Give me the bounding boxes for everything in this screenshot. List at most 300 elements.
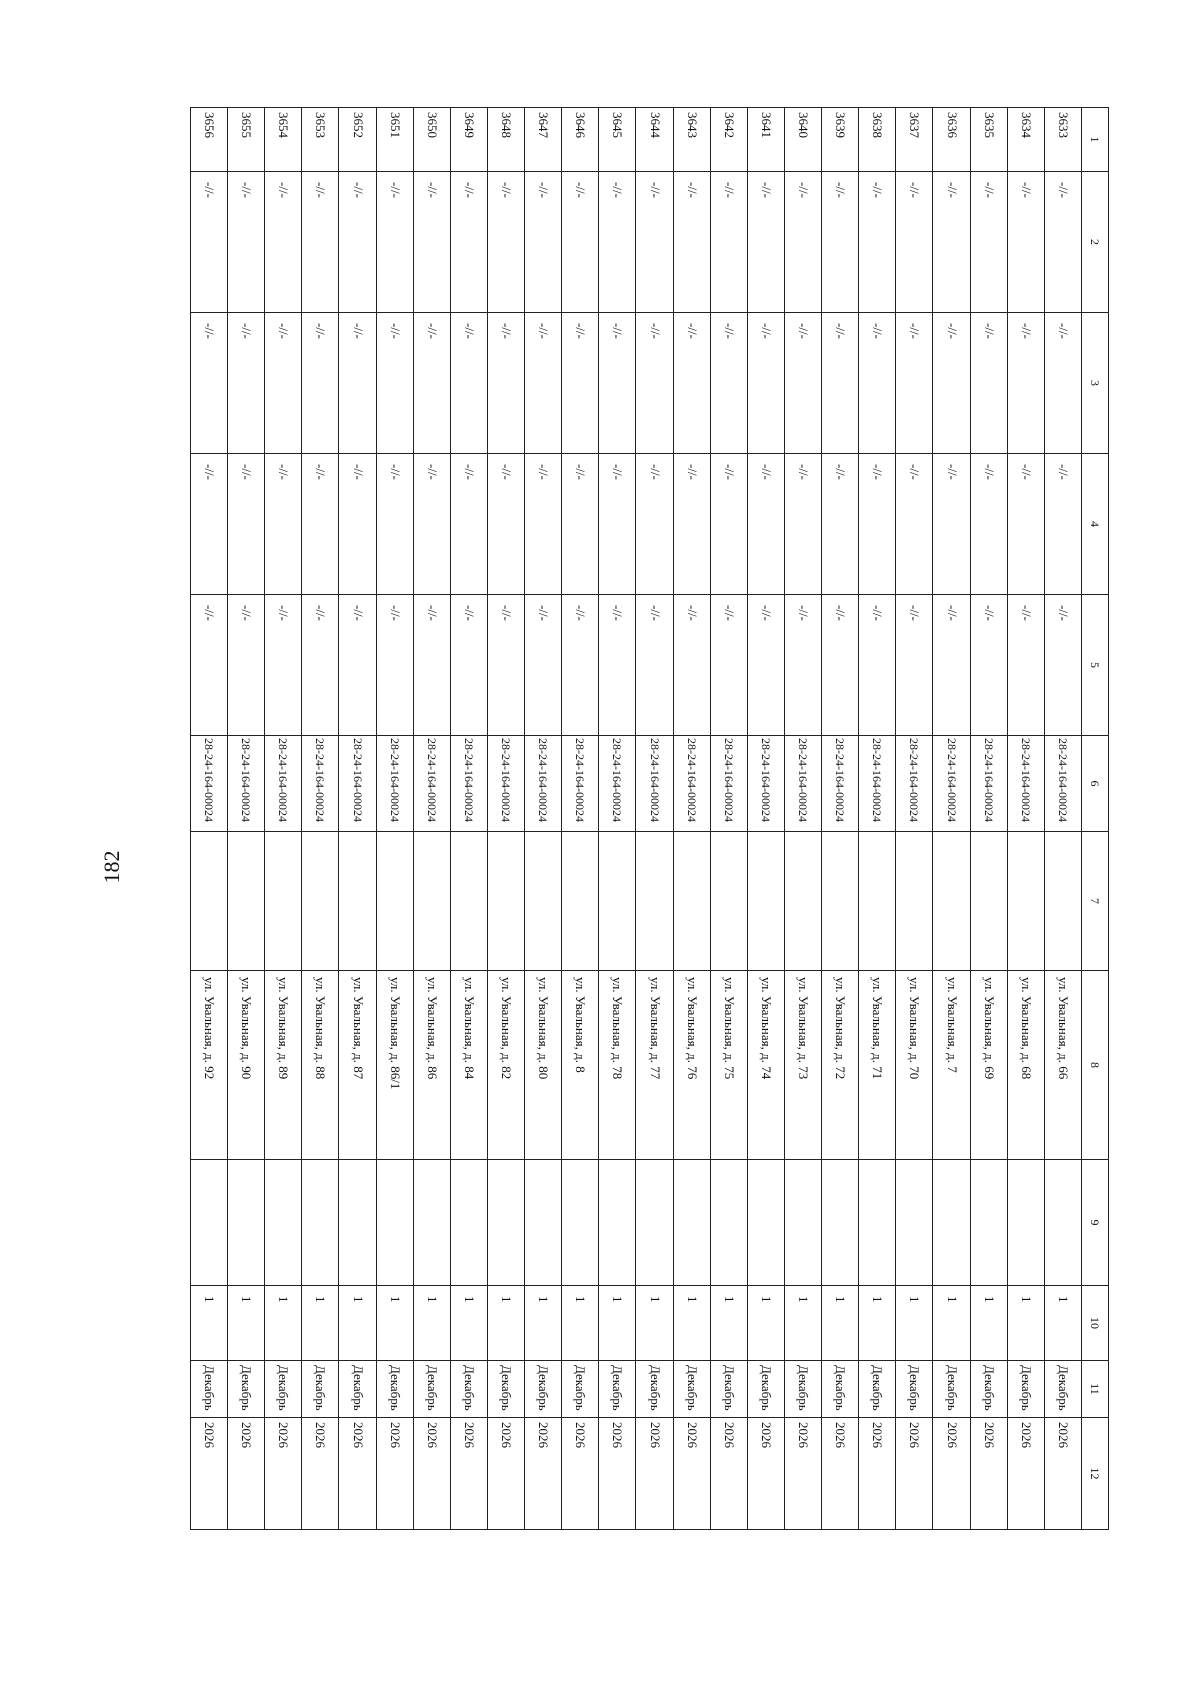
col4-cell: -//- [710, 454, 747, 595]
quantity-cell: 1 [710, 1286, 747, 1361]
col5-cell: -//- [413, 595, 450, 736]
address-cell: ул. Увальная, д. 8 [562, 971, 599, 1160]
address-cell: ул. Увальная, д. 7 [933, 971, 970, 1160]
col9-cell [859, 1160, 896, 1286]
col2-cell: -//- [376, 172, 413, 313]
quantity-cell: 1 [376, 1286, 413, 1361]
table-row [191, 108, 228, 1530]
column-header-4: 4 [1082, 454, 1109, 595]
col2-cell: -//- [599, 172, 636, 313]
address-cell: ул. Увальная, д. 89 [265, 971, 302, 1160]
col3-cell: -//- [265, 313, 302, 454]
quantity-cell: 1 [450, 1286, 487, 1361]
col9-cell [562, 1160, 599, 1286]
col7-cell [636, 832, 673, 971]
col9-cell [1007, 1160, 1044, 1286]
quantity-cell: 1 [339, 1286, 376, 1361]
month-cell: Декабрь [1044, 1361, 1081, 1418]
quantity-cell: 1 [525, 1286, 562, 1361]
address-cell: ул. Увальная, д. 70 [896, 971, 933, 1160]
table-row [896, 108, 933, 1530]
col9-cell [1044, 1160, 1081, 1286]
col2-cell: -//- [1007, 172, 1044, 313]
col7-cell [525, 832, 562, 971]
col4-cell: -//- [302, 454, 339, 595]
table-row [376, 108, 413, 1530]
quantity-cell: 1 [228, 1286, 265, 1361]
col7-cell [822, 832, 859, 971]
table-row [1044, 108, 1081, 1530]
table-row [822, 108, 859, 1530]
code-cell: 28-24-164-00024 [562, 736, 599, 832]
address-cell: ул. Увальная, д. 86/1 [376, 971, 413, 1160]
col5-cell: -//- [710, 595, 747, 736]
quantity-cell: 1 [265, 1286, 302, 1361]
page-number: 182 [99, 850, 124, 884]
col7-cell [339, 832, 376, 971]
row-number-cell: 3638 [859, 108, 896, 172]
col4-cell: -//- [562, 454, 599, 595]
col4-cell: -//- [525, 454, 562, 595]
row-number-cell: 3648 [488, 108, 525, 172]
month-cell: Декабрь [896, 1361, 933, 1418]
col5-cell: -//- [785, 595, 822, 736]
code-cell: 28-24-164-00024 [1044, 736, 1081, 832]
address-cell: ул. Увальная, д. 75 [710, 971, 747, 1160]
col9-cell [525, 1160, 562, 1286]
address-cell: ул. Увальная, д. 77 [636, 971, 673, 1160]
table-row [785, 108, 822, 1530]
col2-cell: -//- [488, 172, 525, 313]
year-cell: 2026 [747, 1418, 784, 1530]
table-row [302, 108, 339, 1530]
col4-cell: -//- [822, 454, 859, 595]
row-number-cell: 3650 [413, 108, 450, 172]
address-cell: ул. Увальная, д. 88 [302, 971, 339, 1160]
year-cell: 2026 [302, 1418, 339, 1530]
table-row [673, 108, 710, 1530]
table-row [599, 108, 636, 1530]
quantity-cell: 1 [636, 1286, 673, 1361]
year-cell: 2026 [933, 1418, 970, 1530]
col2-cell: -//- [413, 172, 450, 313]
col5-cell: -//- [562, 595, 599, 736]
table-row [265, 108, 302, 1530]
col9-cell [636, 1160, 673, 1286]
quantity-cell: 1 [599, 1286, 636, 1361]
address-cell: ул. Увальная, д. 87 [339, 971, 376, 1160]
month-cell: Декабрь [413, 1361, 450, 1418]
col3-cell: -//- [710, 313, 747, 454]
col7-cell [488, 832, 525, 971]
table-row [933, 108, 970, 1530]
year-cell: 2026 [896, 1418, 933, 1530]
year-cell: 2026 [599, 1418, 636, 1530]
address-cell: ул. Увальная, д. 82 [488, 971, 525, 1160]
col2-cell: -//- [1044, 172, 1081, 313]
year-cell: 2026 [562, 1418, 599, 1530]
month-cell: Декабрь [673, 1361, 710, 1418]
col5-cell: -//- [450, 595, 487, 736]
col4-cell: -//- [636, 454, 673, 595]
col5-cell: -//- [191, 595, 228, 736]
code-cell: 28-24-164-00024 [228, 736, 265, 832]
col9-cell [673, 1160, 710, 1286]
col7-cell [228, 832, 265, 971]
col5-cell: -//- [673, 595, 710, 736]
col3-cell: -//- [599, 313, 636, 454]
code-cell: 28-24-164-00024 [636, 736, 673, 832]
quantity-cell: 1 [413, 1286, 450, 1361]
col7-cell [896, 832, 933, 971]
col3-cell: -//- [673, 313, 710, 454]
col5-cell: -//- [970, 595, 1007, 736]
address-cell: ул. Увальная, д. 66 [1044, 971, 1081, 1160]
col4-cell: -//- [1007, 454, 1044, 595]
code-cell: 28-24-164-00024 [265, 736, 302, 832]
month-cell: Декабрь [785, 1361, 822, 1418]
col3-cell: -//- [450, 313, 487, 454]
row-number-cell: 3641 [747, 108, 784, 172]
col5-cell: -//- [339, 595, 376, 736]
address-cell: ул. Увальная, д. 74 [747, 971, 784, 1160]
col9-cell [191, 1160, 228, 1286]
code-cell: 28-24-164-00024 [747, 736, 784, 832]
quantity-cell: 1 [302, 1286, 339, 1361]
row-number-cell: 3639 [822, 108, 859, 172]
col9-cell [302, 1160, 339, 1286]
col9-cell [896, 1160, 933, 1286]
address-cell: ул. Увальная, д. 80 [525, 971, 562, 1160]
row-number-cell: 3652 [339, 108, 376, 172]
col9-cell [599, 1160, 636, 1286]
table-row [859, 108, 896, 1530]
code-cell: 28-24-164-00024 [302, 736, 339, 832]
col2-cell: -//- [970, 172, 1007, 313]
quantity-cell: 1 [191, 1286, 228, 1361]
col7-cell [376, 832, 413, 971]
month-cell: Декабрь [302, 1361, 339, 1418]
col7-cell [859, 832, 896, 971]
col2-cell: -//- [673, 172, 710, 313]
col9-cell [970, 1160, 1007, 1286]
col5-cell: -//- [1044, 595, 1081, 736]
col5-cell: -//- [228, 595, 265, 736]
address-cell: ул. Увальная, д. 86 [413, 971, 450, 1160]
col4-cell: -//- [228, 454, 265, 595]
row-number-cell: 3637 [896, 108, 933, 172]
col5-cell: -//- [822, 595, 859, 736]
year-cell: 2026 [636, 1418, 673, 1530]
col9-cell [785, 1160, 822, 1286]
quantity-cell: 1 [859, 1286, 896, 1361]
code-cell: 28-24-164-00024 [710, 736, 747, 832]
col2-cell: -//- [562, 172, 599, 313]
schedule-table-container [190, 107, 1109, 1529]
col7-cell [302, 832, 339, 971]
row-number-cell: 3634 [1007, 108, 1044, 172]
col3-cell: -//- [822, 313, 859, 454]
col4-cell: -//- [970, 454, 1007, 595]
col3-cell: -//- [228, 313, 265, 454]
col5-cell: -//- [488, 595, 525, 736]
col3-cell: -//- [413, 313, 450, 454]
address-cell: ул. Увальная, д. 92 [191, 971, 228, 1160]
row-number-cell: 3655 [228, 108, 265, 172]
column-header-12: 12 [1082, 1418, 1109, 1530]
col5-cell: -//- [1007, 595, 1044, 736]
col2-cell: -//- [822, 172, 859, 313]
code-cell: 28-24-164-00024 [822, 736, 859, 832]
col9-cell [488, 1160, 525, 1286]
col3-cell: -//- [933, 313, 970, 454]
year-cell: 2026 [191, 1418, 228, 1530]
month-cell: Декабрь [933, 1361, 970, 1418]
column-header-7: 7 [1082, 832, 1109, 971]
address-cell: ул. Увальная, д. 72 [822, 971, 859, 1160]
col4-cell: -//- [896, 454, 933, 595]
table-row [562, 108, 599, 1530]
table-body [191, 108, 1082, 1530]
row-number-cell: 3645 [599, 108, 636, 172]
table-row [970, 108, 1007, 1530]
code-cell: 28-24-164-00024 [970, 736, 1007, 832]
year-cell: 2026 [710, 1418, 747, 1530]
col5-cell: -//- [747, 595, 784, 736]
code-cell: 28-24-164-00024 [859, 736, 896, 832]
year-cell: 2026 [339, 1418, 376, 1530]
table-row [228, 108, 265, 1530]
quantity-cell: 1 [933, 1286, 970, 1361]
row-number-cell: 3642 [710, 108, 747, 172]
col2-cell: -//- [191, 172, 228, 313]
schedule-table [190, 107, 1109, 1530]
col2-cell: -//- [785, 172, 822, 313]
quantity-cell: 1 [822, 1286, 859, 1361]
month-cell: Декабрь [376, 1361, 413, 1418]
year-cell: 2026 [450, 1418, 487, 1530]
col9-cell [228, 1160, 265, 1286]
row-number-cell: 3653 [302, 108, 339, 172]
col2-cell: -//- [747, 172, 784, 313]
column-header-3: 3 [1082, 313, 1109, 454]
col7-cell [1044, 832, 1081, 971]
col7-cell [970, 832, 1007, 971]
quantity-cell: 1 [747, 1286, 784, 1361]
col2-cell: -//- [933, 172, 970, 313]
col7-cell [710, 832, 747, 971]
address-cell: ул. Увальная, д. 73 [785, 971, 822, 1160]
column-header-5: 5 [1082, 595, 1109, 736]
address-cell: ул. Увальная, д. 84 [450, 971, 487, 1160]
row-number-cell: 3646 [562, 108, 599, 172]
col7-cell [1007, 832, 1044, 971]
col7-cell [450, 832, 487, 971]
col7-cell [933, 832, 970, 971]
address-cell: ул. Увальная, д. 69 [970, 971, 1007, 1160]
col9-cell [710, 1160, 747, 1286]
col9-cell [450, 1160, 487, 1286]
address-cell: ул. Увальная, д. 78 [599, 971, 636, 1160]
col4-cell: -//- [191, 454, 228, 595]
month-cell: Декабрь [265, 1361, 302, 1418]
col2-cell: -//- [228, 172, 265, 313]
code-cell: 28-24-164-00024 [191, 736, 228, 832]
month-cell: Декабрь [710, 1361, 747, 1418]
year-cell: 2026 [413, 1418, 450, 1530]
year-cell: 2026 [525, 1418, 562, 1530]
year-cell: 2026 [970, 1418, 1007, 1530]
table-row [636, 108, 673, 1530]
year-cell: 2026 [859, 1418, 896, 1530]
quantity-cell: 1 [1007, 1286, 1044, 1361]
col7-cell [265, 832, 302, 971]
col2-cell: -//- [450, 172, 487, 313]
table-row [339, 108, 376, 1530]
col7-cell [599, 832, 636, 971]
col4-cell: -//- [376, 454, 413, 595]
col4-cell: -//- [747, 454, 784, 595]
column-header-11: 11 [1082, 1361, 1109, 1418]
col2-cell: -//- [710, 172, 747, 313]
col7-cell [562, 832, 599, 971]
quantity-cell: 1 [562, 1286, 599, 1361]
year-cell: 2026 [785, 1418, 822, 1530]
address-cell: ул. Увальная, д. 90 [228, 971, 265, 1160]
col5-cell: -//- [265, 595, 302, 736]
col4-cell: -//- [265, 454, 302, 595]
col4-cell: -//- [673, 454, 710, 595]
col7-cell [747, 832, 784, 971]
column-header-1: 1 [1082, 108, 1109, 172]
code-cell: 28-24-164-00024 [599, 736, 636, 832]
col5-cell: -//- [599, 595, 636, 736]
column-header-10: 10 [1082, 1286, 1109, 1361]
col5-cell: -//- [933, 595, 970, 736]
row-number-cell: 3644 [636, 108, 673, 172]
col3-cell: -//- [191, 313, 228, 454]
year-cell: 2026 [1007, 1418, 1044, 1530]
col3-cell: -//- [896, 313, 933, 454]
column-header-9: 9 [1082, 1160, 1109, 1286]
quantity-cell: 1 [488, 1286, 525, 1361]
row-number-cell: 3656 [191, 108, 228, 172]
col3-cell: -//- [376, 313, 413, 454]
col2-cell: -//- [896, 172, 933, 313]
table-row [413, 108, 450, 1530]
month-cell: Декабрь [191, 1361, 228, 1418]
code-cell: 28-24-164-00024 [896, 736, 933, 832]
col3-cell: -//- [302, 313, 339, 454]
row-number-cell: 3633 [1044, 108, 1081, 172]
col9-cell [376, 1160, 413, 1286]
address-cell: ул. Увальная, д. 71 [859, 971, 896, 1160]
code-cell: 28-24-164-00024 [339, 736, 376, 832]
col3-cell: -//- [970, 313, 1007, 454]
col7-cell [413, 832, 450, 971]
month-cell: Декабрь [488, 1361, 525, 1418]
year-cell: 2026 [673, 1418, 710, 1530]
col5-cell: -//- [896, 595, 933, 736]
month-cell: Декабрь [822, 1361, 859, 1418]
col3-cell: -//- [1044, 313, 1081, 454]
month-cell: Декабрь [339, 1361, 376, 1418]
month-cell: Декабрь [525, 1361, 562, 1418]
col5-cell: -//- [525, 595, 562, 736]
col2-cell: -//- [525, 172, 562, 313]
year-cell: 2026 [376, 1418, 413, 1530]
month-cell: Декабрь [450, 1361, 487, 1418]
month-cell: Декабрь [636, 1361, 673, 1418]
table-row [450, 108, 487, 1530]
col2-cell: -//- [302, 172, 339, 313]
table-row [525, 108, 562, 1530]
year-cell: 2026 [488, 1418, 525, 1530]
address-cell: ул. Увальная, д. 76 [673, 971, 710, 1160]
code-cell: 28-24-164-00024 [673, 736, 710, 832]
col5-cell: -//- [859, 595, 896, 736]
code-cell: 28-24-164-00024 [933, 736, 970, 832]
col7-cell [673, 832, 710, 971]
table-row [710, 108, 747, 1530]
col2-cell: -//- [859, 172, 896, 313]
header-row [1082, 108, 1109, 1530]
month-cell: Декабрь [228, 1361, 265, 1418]
col9-cell [413, 1160, 450, 1286]
row-number-cell: 3651 [376, 108, 413, 172]
col3-cell: -//- [1007, 313, 1044, 454]
code-cell: 28-24-164-00024 [376, 736, 413, 832]
col4-cell: -//- [339, 454, 376, 595]
row-number-cell: 3636 [933, 108, 970, 172]
quantity-cell: 1 [1044, 1286, 1081, 1361]
col7-cell [191, 832, 228, 971]
col9-cell [822, 1160, 859, 1286]
column-header-6: 6 [1082, 736, 1109, 832]
col5-cell: -//- [636, 595, 673, 736]
row-number-cell: 3649 [450, 108, 487, 172]
col4-cell: -//- [859, 454, 896, 595]
row-number-cell: 3647 [525, 108, 562, 172]
year-cell: 2026 [822, 1418, 859, 1530]
code-cell: 28-24-164-00024 [525, 736, 562, 832]
year-cell: 2026 [228, 1418, 265, 1530]
row-number-cell: 3635 [970, 108, 1007, 172]
col4-cell: -//- [1044, 454, 1081, 595]
quantity-cell: 1 [673, 1286, 710, 1361]
col3-cell: -//- [562, 313, 599, 454]
col9-cell [339, 1160, 376, 1286]
table-row [488, 108, 525, 1530]
col4-cell: -//- [933, 454, 970, 595]
col2-cell: -//- [339, 172, 376, 313]
row-number-cell: 3654 [265, 108, 302, 172]
table-row [747, 108, 784, 1530]
col3-cell: -//- [747, 313, 784, 454]
code-cell: 28-24-164-00024 [785, 736, 822, 832]
quantity-cell: 1 [785, 1286, 822, 1361]
month-cell: Декабрь [859, 1361, 896, 1418]
col3-cell: -//- [785, 313, 822, 454]
month-cell: Декабрь [1007, 1361, 1044, 1418]
col4-cell: -//- [488, 454, 525, 595]
row-number-cell: 3643 [673, 108, 710, 172]
col9-cell [747, 1160, 784, 1286]
month-cell: Декабрь [562, 1361, 599, 1418]
code-cell: 28-24-164-00024 [413, 736, 450, 832]
col9-cell [933, 1160, 970, 1286]
address-cell: ул. Увальная, д. 68 [1007, 971, 1044, 1160]
